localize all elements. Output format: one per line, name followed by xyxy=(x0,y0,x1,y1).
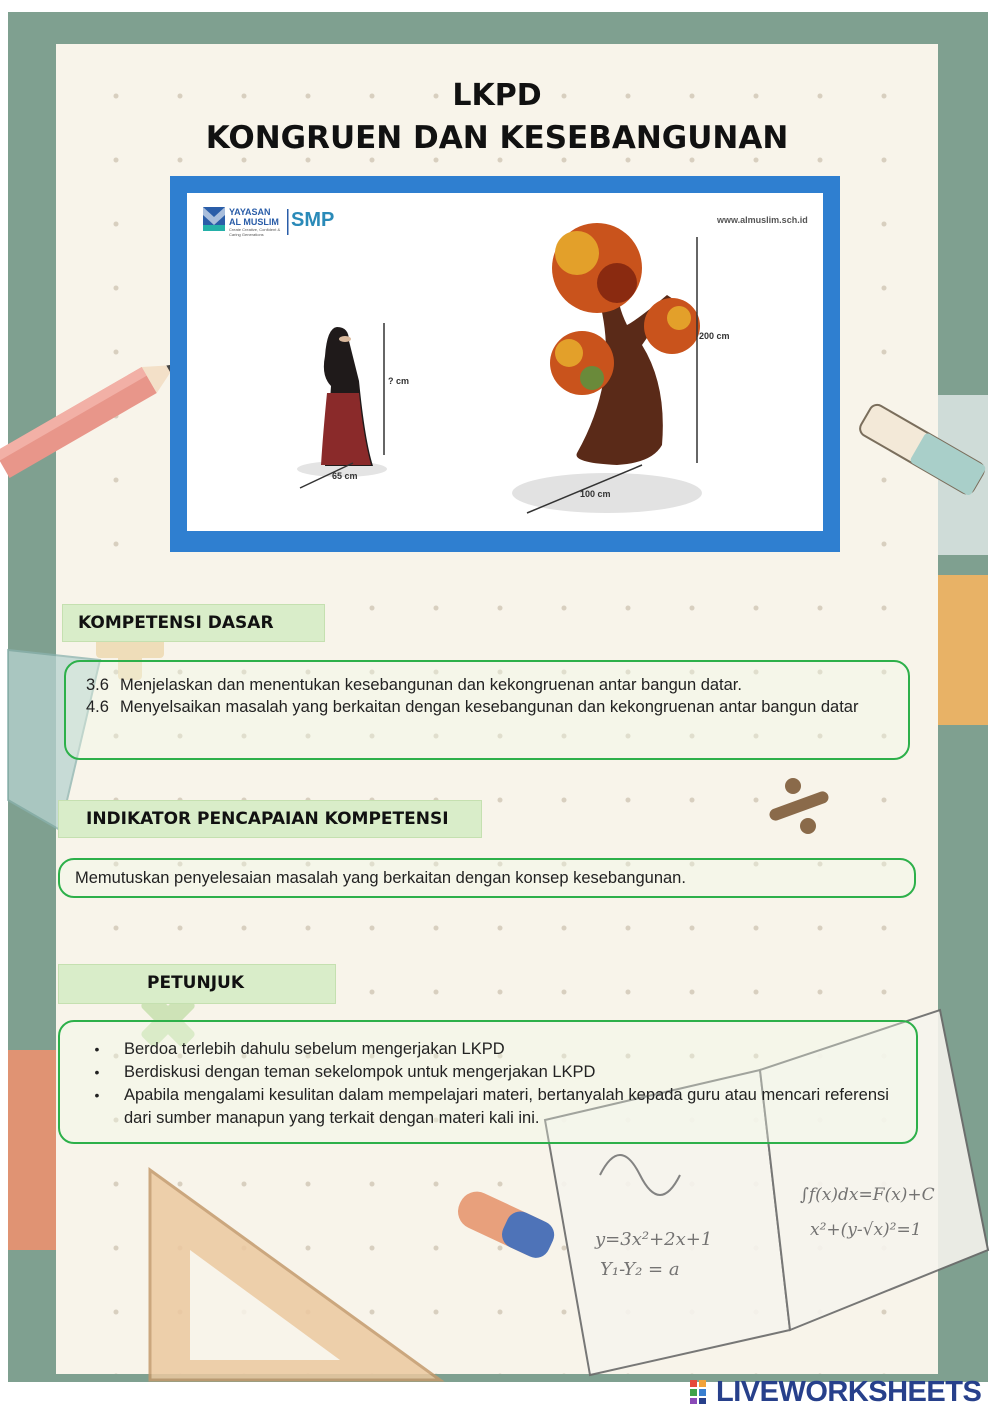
indikator-text: Memutuskan penyelesaian masalah yang berkaitan dengan konsep kesebangunan. xyxy=(75,869,686,887)
tree-height-label: 200 cm xyxy=(699,331,730,341)
illustration-drawing xyxy=(187,193,823,531)
liveworksheets-brand: LIVEWORKSHEETS xyxy=(716,1375,982,1408)
person-height-label: ? cm xyxy=(388,376,410,386)
liveworksheets-logo-icon xyxy=(690,1380,716,1404)
illustration-canvas xyxy=(187,193,823,531)
svg-text:y=3x²+2x+1: y=3x²+2x+1 xyxy=(595,1229,713,1250)
petunjuk-item: • Apabila mengalami kesulitan dalam mempelajari materi, bertanyalah kepada guru atau mencari referensi dari sumber manapun yang terkait dengan materi kali ini. xyxy=(94,1086,889,1127)
liveworksheets-watermark xyxy=(690,1374,981,1410)
page-title: LKPD xyxy=(452,78,542,113)
school-tagline: Create Creative, Confident & Caring Generations xyxy=(229,227,281,237)
petunjuk-heading: PETUNJUK xyxy=(58,964,336,1004)
blue-eraser-icon xyxy=(452,1186,559,1263)
petunjuk-item: • Berdoa terlebih dahulu sebelum mengerjakan LKPD xyxy=(94,1040,505,1058)
petunjuk-box xyxy=(58,1020,918,1144)
person-figure xyxy=(297,327,387,477)
page-subtitle: KONGRUEN DAN KESEBANGUNAN xyxy=(205,120,789,156)
division-icon xyxy=(768,778,830,834)
svg-text:Y₁-Y₂ = a: Y₁-Y₂ = a xyxy=(600,1259,680,1280)
indikator-heading: INDIKATOR PENCAPAIAN KOMPETENSI xyxy=(58,800,482,838)
svg-text:∫f(x)dx=F(x)+C: ∫f(x)dx=F(x)+C xyxy=(800,1185,935,1205)
kd-item: 3.6 Menjelaskan dan menentukan kesebangunan dan kekongruenan antar bangun datar. xyxy=(86,676,742,694)
kd-item: 4.6 Menyelsaikan masalah yang berkaitan dengan kesebangunan dan kekongruenan antar bangun datar xyxy=(86,698,859,716)
website-url: www.almuslim.sch.id xyxy=(717,215,808,225)
problem-illustration xyxy=(170,176,840,552)
kompetensi-dasar-heading: KOMPETENSI DASAR xyxy=(62,604,325,642)
school-name: YAYASAN AL MUSLIM xyxy=(229,207,279,227)
school-level: SMP xyxy=(291,209,335,231)
svg-text:x²+(y-√x)²=1: x²+(y-√x)²=1 xyxy=(810,1220,922,1240)
tree-shadow-label: 100 cm xyxy=(580,489,611,499)
petunjuk-item: • Berdiskusi dengan teman sekelompok untuk mengerjakan LKPD xyxy=(94,1063,596,1081)
pencil-icon xyxy=(0,351,184,478)
indikator-box xyxy=(58,858,916,898)
tree-figure xyxy=(512,223,702,513)
person-shadow-label: 65 cm xyxy=(332,471,358,481)
kompetensi-dasar-box xyxy=(64,660,910,760)
ruler-triangle-icon xyxy=(150,1170,440,1380)
